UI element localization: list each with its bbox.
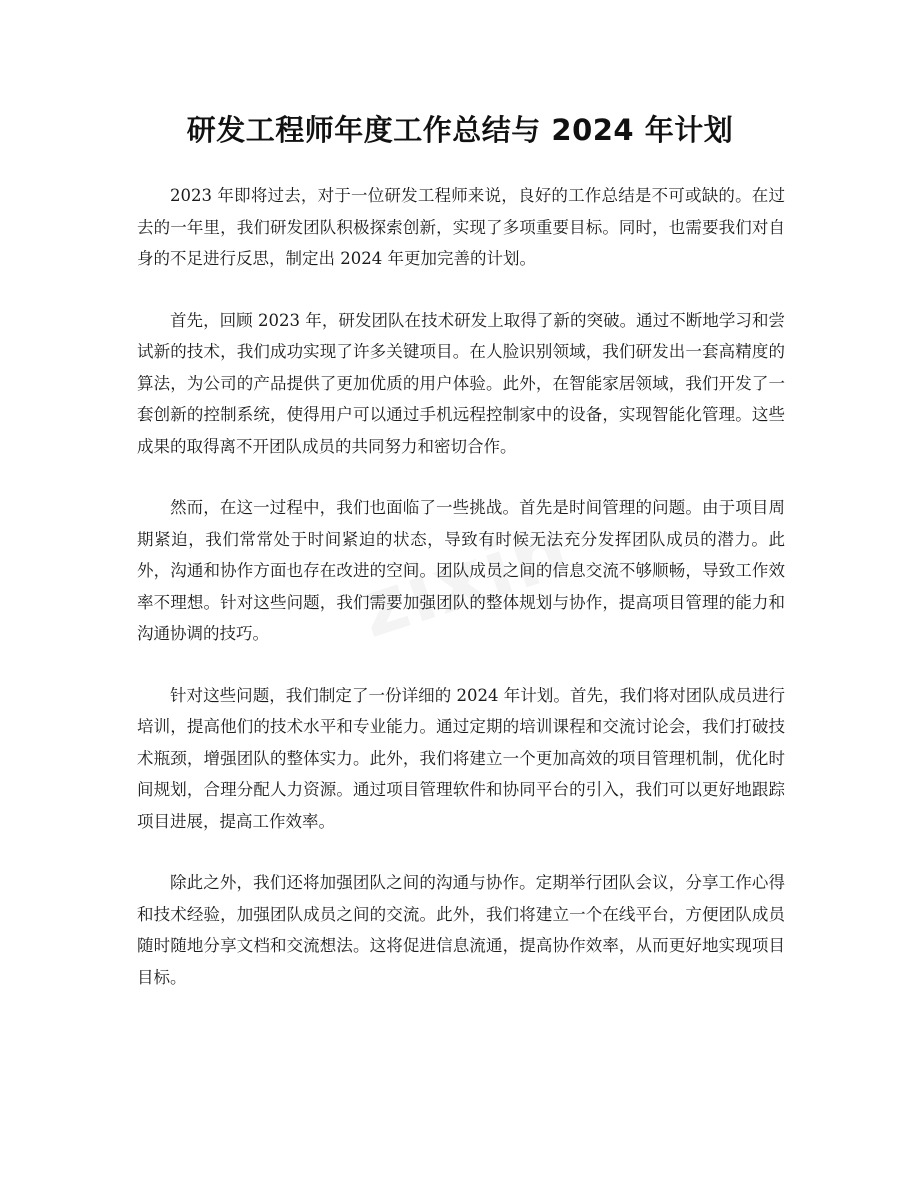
document-body: [137, 180, 785, 1023]
paragraph-challenges: 然而，在这一过程中，我们也面临了一些挑战。首先是时间管理的问题。由于项目周期紧迫，我们常常处于时间紧迫的状态，导致有时候无法充分发挥团队成员的潜力。此外，沟通和协作方面也存在改进的空间。团队成员之间的信息交流不够顺畅，导致工作效率不理想。针对这些问题，我们需要加强团队的整体规划与协作，提高项目管理的能力和沟通协调的技巧。: [137, 498, 785, 643]
paragraph-achievements: 首先，回顾 2023 年，研发团队在技术研发上取得了新的突破。通过不断地学习和尝试新的技术，我们成功实现了许多关键项目。在人脸识别领域，我们研发出一套高精度的算法，为公司的产品提供了更加优质的用户体验。此外，在智能家居领域，我们开发了一套创新的控制系统，使得用户可以通过手机远程控制家中的设备，实现智能化管理。这些成果的取得离不开团队成员的共同努力和密切合作。: [137, 310, 785, 456]
paragraph-intro: 2023 年即将过去，对于一位研发工程师来说，良好的工作总结是不可或缺的。在过去的一年里，我们研发团队积极探索创新，实现了多项重要目标。同时，也需要我们对自身的不足进行反思，制定出 2024 年更加完善的计划。: [137, 186, 785, 268]
document-title: 研发工程师年度工作总结与 2024 年计划: [186, 113, 734, 147]
paragraph-plan: 针对这些问题，我们制定了一份详细的 2024 年计划。首先，我们将对团队成员进行培训，提高他们的技术水平和专业能力。通过定期的培训课程和交流讨论会，我们打破技术瓶颈，增强团队的整体实力。此外，我们将建立一个更加高效的项目管理机制，优化时间规划，合理分配人力资源。通过项目管理软件和协同平台的引入，我们可以更好地跟踪项目进展，提高工作效率。: [137, 685, 785, 831]
paragraph-collaboration: 除此之外，我们还将加强团队之间的沟通与协作。定期举行团队会议，分享工作心得和技术经验，加强团队成员之间的交流。此外，我们将建立一个在线平台，方便团队成员随时随地分享文档和交流想法。这将促进信息流通，提高协作效率，从而更好地实现项目目标。: [137, 873, 785, 987]
